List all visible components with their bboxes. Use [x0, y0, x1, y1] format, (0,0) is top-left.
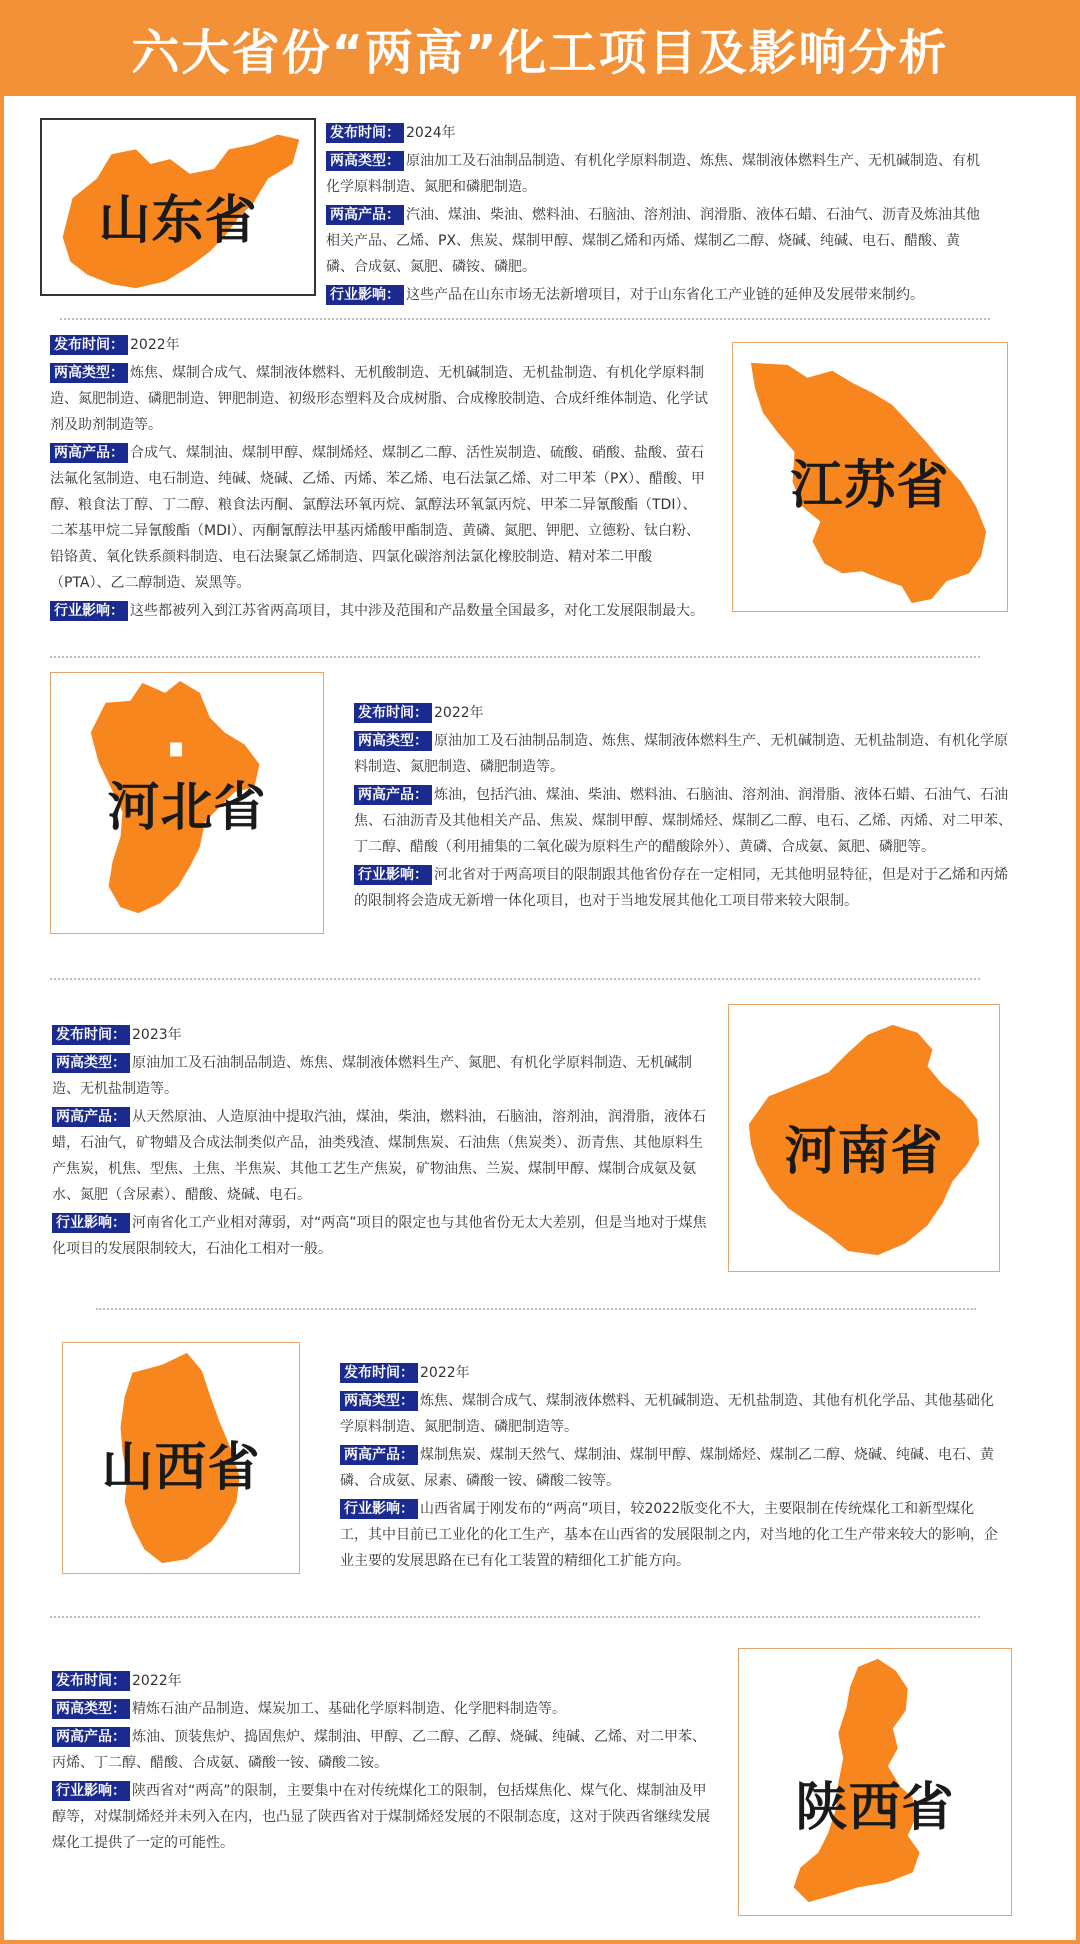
province-name: 山东省 [98, 191, 258, 251]
hebei-date: 2022年 [434, 705, 484, 721]
henan-date: 2023年 [132, 1027, 182, 1043]
henan-info [52, 1022, 712, 1264]
province-name: 江苏省 [790, 456, 950, 516]
henan-impact: 河南省化工产业相对薄弱，对“两高”项目的限定也与其他省份无太大差别，但是当地对于煤焦化项目的发展限制较大，石油化工相对一般。 [52, 1215, 707, 1257]
date-label: 发布时间： [52, 1671, 130, 1691]
section-divider [60, 318, 990, 320]
shanxi-product: 煤制焦炭、煤制天然气、煤制油、煤制甲醇、煤制烯烃、煤制乙二醇、烧碱、纯碱、电石、黄磷、合成氨、尿素、磷酸一铵、磷酸二铵等。 [340, 1447, 994, 1489]
date-label: 发布时间： [354, 703, 432, 723]
date-label: 发布时间： [52, 1025, 130, 1045]
hebei-product: 炼油，包括汽油、煤油、柴油、燃料油、石脑油、溶剂油、润滑脂、液体石蜡、石油气、石油焦、石油沥青及其他相关产品、焦炭、煤制甲醇、煤制烯烃、煤制乙二醇、电石、乙烯、丙烯、对二甲苯、丁二醇、醋酸（利用捕集的二氧化碳为原料生产的醋酸除外）、黄磷、合成氨、氮肥、磷肥等。 [354, 787, 1012, 855]
type-label: 两高类型： [354, 731, 432, 751]
shaanxi-map [738, 1648, 1012, 1916]
province-name: 山西省 [101, 1438, 261, 1498]
type-label: 两高类型： [326, 151, 404, 171]
hebei-info [354, 700, 1014, 916]
section-divider [50, 656, 980, 658]
hebei-impact: 河北省对于两高项目的限制跟其他省份存在一定相同，无其他明显特征，但是对于乙烯和丙烯的限制将会造成无新增一体化项目，也对于当地发展其他化工项目带来较大限制。 [354, 867, 1008, 909]
shandong-info [326, 120, 986, 310]
jiangsu-date: 2022年 [130, 337, 180, 353]
product-label: 两高产品： [326, 205, 404, 225]
date-label: 发布时间： [340, 1363, 418, 1383]
impact-label: 行业影响： [52, 1781, 130, 1801]
shandong-product: 汽油、煤油、柴油、燃料油、石脑油、溶剂油、润滑脂、液体石蜡、石油气、沥青及炼油其他相关产品、乙烯、PX、焦炭、煤制甲醇、煤制乙烯和丙烯、煤制乙二醇、烧碱、纯碱、电石、醋酸、黄磷、合成氨、氮肥、磷铵、磷肥。 [326, 207, 980, 275]
page-header [0, 0, 1080, 96]
impact-label: 行业影响： [326, 285, 404, 305]
type-label: 两高类型： [50, 363, 128, 383]
henan-type: 原油加工及石油制品制造、炼焦、煤制液体燃料生产、氮肥、有机化学原料制造、无机碱制造、无机盐制造等。 [52, 1055, 692, 1097]
section-divider [50, 1616, 980, 1618]
date-label: 发布时间： [50, 335, 128, 355]
impact-label: 行业影响： [354, 865, 432, 885]
jiangsu-info [50, 332, 710, 626]
date-label: 发布时间： [326, 123, 404, 143]
shaanxi-type: 精炼石油产品制造、煤炭加工、基础化学原料制造、化学肥料制造等。 [132, 1701, 566, 1717]
shandong-type: 原油加工及石油制品制造、有机化学原料制造、炼焦、煤制液体燃料生产、无机碱制造、有机化学原料制造、氮肥和磷肥制造。 [326, 153, 980, 195]
product-label: 两高产品： [52, 1107, 130, 1127]
shaanxi-date: 2022年 [132, 1673, 182, 1689]
shanxi-impact: 山西省属于刚发布的“两高”项目，较2022版变化不大，主要限制在传统煤化工和新型煤化工，其中目前已工业化的化工生产，基本在山西省的发展限制之内，对当地的化工生产带来较大的影响，企业主要的发展思路在已有化工装置的精细化工扩能方向。 [340, 1501, 998, 1569]
page-title: 六大省份“两高”化工项目及影响分析 [131, 24, 949, 81]
product-label: 两高产品： [52, 1727, 130, 1747]
shaanxi-info [52, 1668, 712, 1858]
province-name: 河南省 [784, 1122, 944, 1182]
section-divider [96, 1308, 976, 1310]
type-label: 两高类型： [340, 1391, 418, 1411]
henan-product: 从天然原油、人造原油中提取汽油，煤油，柴油，燃料油，石脑油，溶剂油，润滑脂，液体石蜡，石油气，矿物蜡及合成法制类似产品，油类残渣、煤制焦炭、石油焦（焦炭类）、沥青焦、其他原料生产焦炭，机焦、型焦、土焦、半焦炭、其他工艺生产焦炭，矿物油焦、兰炭、煤制甲醇、煤制合成氨及氨水、氮肥（含尿素）、醋酸、烧碱、电石。 [52, 1109, 706, 1203]
province-name: 河北省 [107, 778, 267, 838]
product-label: 两高产品： [50, 443, 128, 463]
shanxi-type: 炼焦、煤制合成气、煤制液体燃料、无机碱制造、无机盐制造、其他有机化学品、其他基础化学原料制造、氮肥制造、磷肥制造等。 [340, 1393, 994, 1435]
jiangsu-product: 合成气、煤制油、煤制甲醇、煤制烯烃、煤制乙二醇、活性炭制造、硫酸、硝酸、盐酸、萤石法氟化氢制造、电石制造、纯碱、烧碱、乙烯、丙烯、苯乙烯、电石法氯乙烯、对二甲苯（PX）、醋酸、甲醇、粮食法丁醇、丁二醇、粮食法丙酮、氯醇法环氧丙烷、氯醇法环氧氯丙烷、甲苯二异氰酸酯（TDI）、二苯基甲烷二异氰酸酯（MDI）、丙酮氰醇法甲基丙烯酸甲酯制造、黄磷、氮肥、钾肥、立德粉、钛白粉、铅铬黄、氧化铁系颜料制造、电石法聚氯乙烯制造、四氯化碳溶剂法氯化橡胶制造、精对苯二甲酸（PTA）、乙二醇制造、炭黑等。 [50, 445, 706, 591]
impact-label: 行业影响： [340, 1499, 418, 1519]
hebei-map [50, 672, 324, 934]
shanxi-info [340, 1360, 1000, 1576]
jiangsu-impact: 这些都被列入到江苏省两高项目，其中涉及范围和产品数量全国最多，对化工发展限制最大。 [130, 603, 704, 619]
hebei-type: 原油加工及石油制品制造、炼焦、煤制液体燃料生产、无机碱制造、无机盐制造、有机化学原料制造、氮肥制造、磷肥制造等。 [354, 733, 1008, 775]
shandong-date: 2024年 [406, 125, 456, 141]
henan-map [728, 1004, 1000, 1272]
jiangsu-map [732, 342, 1008, 612]
jiangsu-type: 炼焦、煤制合成气、煤制液体燃料、无机酸制造、无机碱制造、无机盐制造、有机化学原料制造、氮肥制造、磷肥制造、钾肥制造、初级形态塑料及合成树脂、合成橡胶制造、合成纤维体制造、化学试剂及助剂制造等。 [50, 365, 708, 433]
shandong-impact: 这些产品在山东市场无法新增项目，对于山东省化工产业链的延伸及发展带来制约。 [406, 287, 924, 303]
product-label: 两高产品： [340, 1445, 418, 1465]
shaanxi-impact: 陕西省对“两高”的限制，主要集中在对传统煤化工的限制，包括煤焦化、煤气化、煤制油及甲醇等，对煤制烯烃并未列入在内，也凸显了陕西省对于煤制烯烃发展的不限制态度，这对于陕西省继续发展煤化工提供了一定的可能性。 [52, 1783, 710, 1851]
product-label: 两高产品： [354, 785, 432, 805]
shanxi-date: 2022年 [420, 1365, 470, 1381]
shaanxi-product: 炼油、顶装焦炉、捣固焦炉、煤制油、甲醇、乙二醇、乙醇、烧碱、纯碱、乙烯、对二甲苯、丙烯、丁二醇、醋酸、合成氨、磷酸一铵、磷酸二铵。 [52, 1729, 706, 1771]
impact-label: 行业影响： [52, 1213, 130, 1233]
section-divider [50, 978, 980, 980]
shandong-map [40, 118, 316, 296]
shanxi-map [62, 1342, 300, 1574]
type-label: 两高类型： [52, 1699, 130, 1719]
impact-label: 行业影响： [50, 601, 128, 621]
province-name: 陕西省 [795, 1778, 955, 1838]
type-label: 两高类型： [52, 1053, 130, 1073]
